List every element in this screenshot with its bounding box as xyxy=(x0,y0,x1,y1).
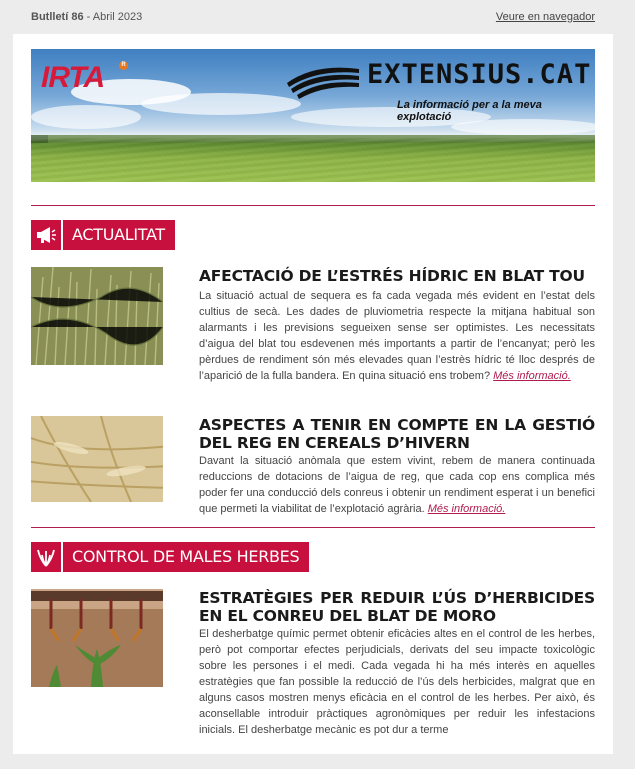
article-estres-hidric xyxy=(31,267,595,402)
cloud xyxy=(141,93,301,115)
article-text: La situació actual de sequera es fa cada vegada més evident en l’estat dels cultius de secà. Les dades de pluviometria respecte la mitjana habitual son alarmants i les previsions segueixen sense ser optimistes. Les necessitats d’aigua del blat tou esdevenen més importants a partir de l’encanyat; però les pèrdues de rendiment són més elevades quan l’estrès hídric té lloc després de l’aparició de la fulla bandera. En quina situació ens trobem? xyxy=(199,290,595,382)
article-body xyxy=(199,288,595,384)
article-image-mechanical-weeding[interactable] xyxy=(31,589,163,687)
section-label: ACTUALITAT xyxy=(63,220,175,250)
more-info-link[interactable]: Més informació. xyxy=(493,370,571,382)
issue-date: - Abril 2023 xyxy=(83,11,143,23)
header-banner[interactable] xyxy=(31,49,595,182)
cloud xyxy=(31,105,141,129)
article-body xyxy=(199,453,595,517)
issue-info xyxy=(31,11,142,23)
irta-registered-mark: R xyxy=(119,61,128,70)
article-reduir-herbicides xyxy=(31,589,595,769)
article-gestio-reg xyxy=(31,416,595,516)
article-text: El desherbatge químic permet obtenir eficàcies altes en el control de les herbes, però pot comportar efectes perjudicials, derivats del seu impacte toxicològic sobre les persones i el medi. Cada vegada hi ha més interès en aquelles estratègies que fan possible la reducció de l’ús dels herbicides, malgrat que en alguns casos mostren menys eficàcia en el control de les herbes. Per això, és aconsellable introduir pràctiques agronòmiques per reduir les infestacions inicials. El desherbatge mecànic es pot dur a terme xyxy=(199,628,595,736)
article-title[interactable]: ASPECTES A TENIR EN COMPTE EN LA GESTIÓ DEL REG EN CEREALS D’HIVERN xyxy=(199,416,595,452)
extensius-tagline: La informació per a la meva explotació xyxy=(397,99,542,123)
irta-logo: IRTA xyxy=(41,61,105,94)
wheat-field xyxy=(31,138,595,182)
more-info-link[interactable]: Més informació. xyxy=(427,503,506,515)
article-image-wheat-ears[interactable] xyxy=(31,416,163,502)
section-label: CONTROL DE MALES HERBES xyxy=(63,542,309,572)
top-bar xyxy=(0,0,635,34)
article-title[interactable]: AFECTACIÓ DE L’ESTRÉS HÍDRIC EN BLAT TOU xyxy=(199,267,585,285)
article-text: Davant la situació anòmala que estem vivint, rebem de manera continuada reduccions de dotacions de l’aigua de reg, que cada cop ens complica més poder fer una conducció dels conreus i obtenir un rendiment esperat i un benefici que permeti la viabilitat de l’explotació agrària. xyxy=(199,455,595,515)
section-divider xyxy=(31,205,595,206)
article-image-wheat-drought[interactable] xyxy=(31,267,163,365)
issue-number: Butlletí 86 xyxy=(31,11,84,23)
section-header-males-herbes xyxy=(31,542,309,572)
article-body xyxy=(199,626,595,738)
extensius-logo-icon xyxy=(285,61,361,101)
weed-plant-icon xyxy=(31,542,61,572)
view-in-browser-link[interactable]: Veure en navegador xyxy=(495,11,595,23)
section-divider xyxy=(31,527,595,528)
article-title[interactable]: ESTRATÈGIES PER REDUIR L’ÚS D’HERBICIDES EN EL CONREU DEL BLAT DE MORO xyxy=(199,589,595,625)
megaphone-icon xyxy=(31,220,61,250)
extensius-title: EXTENSIUS.CAT xyxy=(367,59,592,90)
section-header-actualitat xyxy=(31,220,175,250)
newsletter-card xyxy=(13,34,613,754)
